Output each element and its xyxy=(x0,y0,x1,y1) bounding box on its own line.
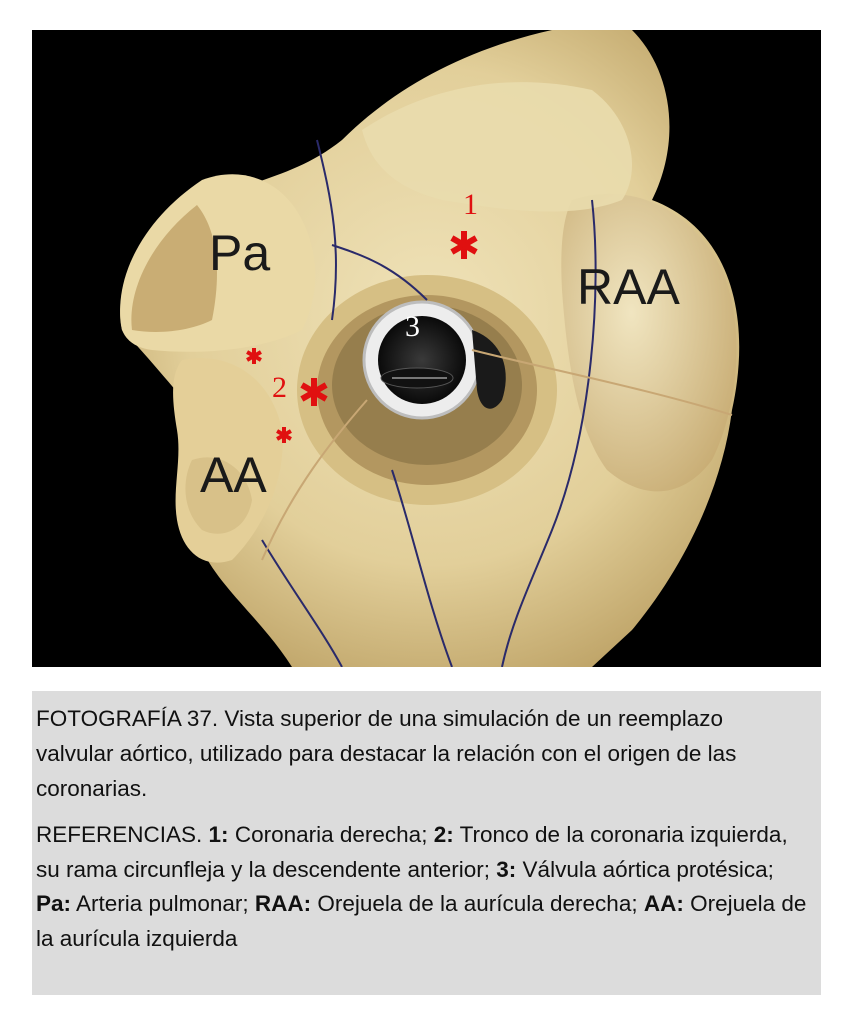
heart-specimen-illustration xyxy=(32,30,821,667)
label-raa: RAA xyxy=(577,259,680,315)
label-3: 3 xyxy=(405,310,420,343)
ref-text-aa: Orejuela de la aurícula izquierda xyxy=(36,891,807,951)
ref-key-1: 1: xyxy=(208,822,229,847)
ref-text-2: Tronco de la coronaria izquierda, su rama circunfleja y la descendente anterior; xyxy=(36,822,788,882)
ref-key-2: 2: xyxy=(433,822,454,847)
references-prefix: REFERENCIAS. xyxy=(36,822,203,847)
label-aa: AA xyxy=(200,447,267,503)
ref-text-raa: Orejuela de la aurícula derecha; xyxy=(317,891,638,916)
caption-title-text: Vista superior de una simulación de un reemplazo valvular aórtico, utilizado para destacar la relación con el origen de las coronarias. xyxy=(36,706,737,801)
caption-references xyxy=(36,818,811,956)
label-1: 1 xyxy=(463,188,478,221)
anatomical-photo xyxy=(32,30,821,667)
ref-text-3: Válvula aórtica protésica; xyxy=(522,856,774,882)
label-2: 2 xyxy=(272,371,287,404)
ref-key-3: 3: xyxy=(496,856,517,882)
caption-title-prefix: FOTOGRAFÍA 37. xyxy=(36,706,219,731)
label-pa: Pa xyxy=(209,225,271,281)
caption-title xyxy=(36,701,806,806)
ref-text-1: Coronaria derecha; xyxy=(234,822,428,847)
ref-text-pa: Arteria pulmonar; xyxy=(76,891,249,916)
ref-key-pa: Pa: xyxy=(36,891,72,916)
figure-caption xyxy=(32,691,821,995)
ref-key-aa: AA: xyxy=(643,891,684,916)
ref-key-raa: RAA: xyxy=(254,891,312,916)
